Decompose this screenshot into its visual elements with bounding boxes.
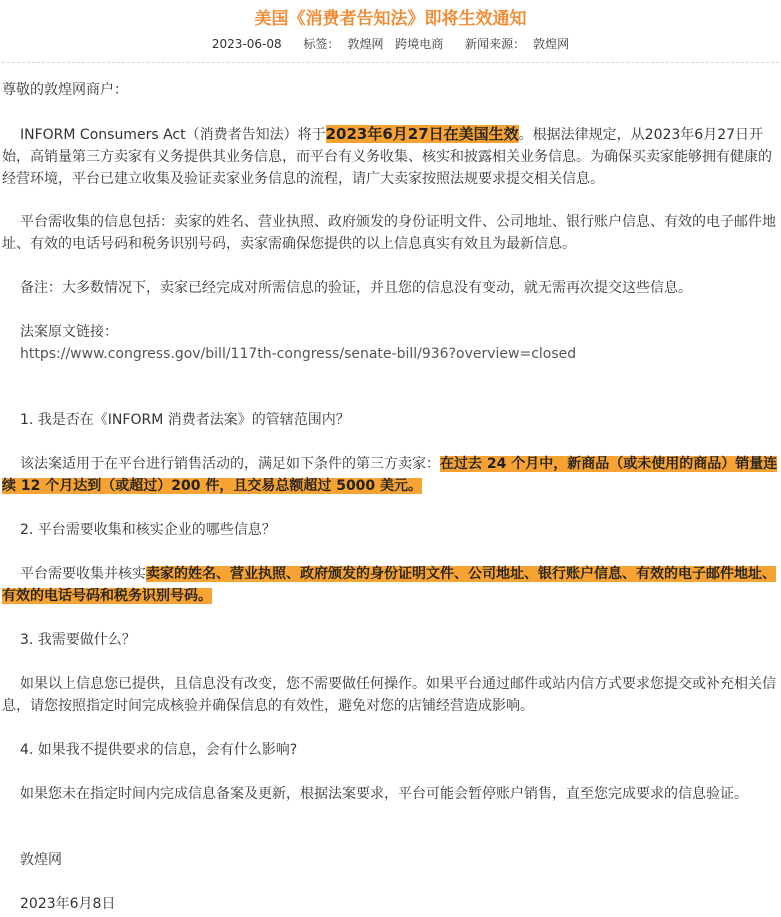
tag-cross-border[interactable]: 跨境电商	[395, 37, 444, 51]
note-paragraph: 备注：大多数情况下，卖家已经完成对所需信息的验证，并且您的信息没有变动，就无需再次提交这些信息。	[20, 280, 692, 296]
answer-1-highlight: 在过去 24 个月中，新商品（或未使用的商品）销量连续 12 个月达到（或超过）200 件，且交易总额超过 5000 美元。	[2, 456, 778, 494]
law-link-label: 法案原文链接：	[20, 324, 118, 340]
intro-paragraph	[2, 123, 778, 190]
intro-text-b: 。根据法律规定，从2023年6月27日开始，高销量第三方卖家有义务提供其业务信息，而平台有义务收集、核实和披露相关业务信息。为确保买卖家能够拥有健康的经营环境，平台已建立收集及验证卖家业务信息的流程，请广大卖家按照法规要求提交相关信息。	[2, 127, 772, 187]
answer-2-text: 平台需要收集并核实	[20, 566, 146, 582]
news-source: 敦煌网	[533, 37, 570, 51]
question-3: 3. 我需要做什么？	[20, 632, 136, 648]
law-link[interactable]	[2, 343, 778, 365]
greeting: 尊敬的敦煌网商户：	[2, 82, 128, 98]
intro-text-a: INFORM Consumers Act（消费者告知法）将于	[20, 127, 326, 143]
effective-date-highlight: 2023年6月27日在美国生效	[325, 125, 519, 143]
answer-2-highlight: 卖家的姓名、营业执照、政府颁发的身份证明文件、公司地址、银行账户信息、有效的电子邮件地址、有效的电话号码和税务识别号码。	[2, 566, 776, 604]
answer-1	[2, 453, 778, 497]
publish-date: 2023-06-08	[211, 37, 282, 51]
answer-1-text: 该法案适用于在平台进行销售活动的，满足如下条件的第三方卖家：	[20, 456, 440, 472]
signature-date: 2023年6月8日	[20, 896, 116, 912]
answer-4: 如果您未在指定时间内完成信息备案及更新，根据法案要求，平台可能会暂停账户销售，直至您完成要求的信息验证。	[20, 786, 748, 802]
source-label: 新闻来源：	[465, 37, 526, 51]
question-2: 2. 平台需要收集和核实企业的哪些信息？	[20, 522, 276, 538]
question-4: 4. 如果我不提供要求的信息，会有什么影响?	[20, 742, 298, 758]
tag-dhgate[interactable]: 敦煌网	[347, 37, 384, 51]
required-info-paragraph: 平台需收集的信息包括：卖家的姓名、营业执照、政府颁发的身份证明文件、公司地址、银行账户信息、有效的电子邮件地址、有效的电话号码和税务识别号码，卖家需确保您提供的以上信息真实有效且为最新信息。	[2, 214, 776, 252]
signature: 敦煌网	[20, 852, 62, 868]
answer-3: 如果以上信息您已提供，且信息没有改变，您不需要做任何操作。如果平台通过邮件或站内信方式要求您提交或补充相关信息，请您按照指定时间完成核验并确保信息的有效性，避免对您的店铺经营造成影响。	[2, 676, 776, 714]
question-1: 1. 我是否在《INFORM 消费者法案》的管辖范围内？	[20, 412, 350, 428]
law-url[interactable]: https://www.congress.gov/bill/117th-congress/senate-bill/936?overview=closed	[20, 346, 577, 362]
article-meta	[0, 36, 781, 52]
answer-2	[2, 563, 778, 607]
article-title: 美国《消费者告知法》即将生效通知	[254, 9, 527, 29]
tags-label: 标签：	[303, 37, 340, 51]
header-divider	[2, 62, 779, 63]
